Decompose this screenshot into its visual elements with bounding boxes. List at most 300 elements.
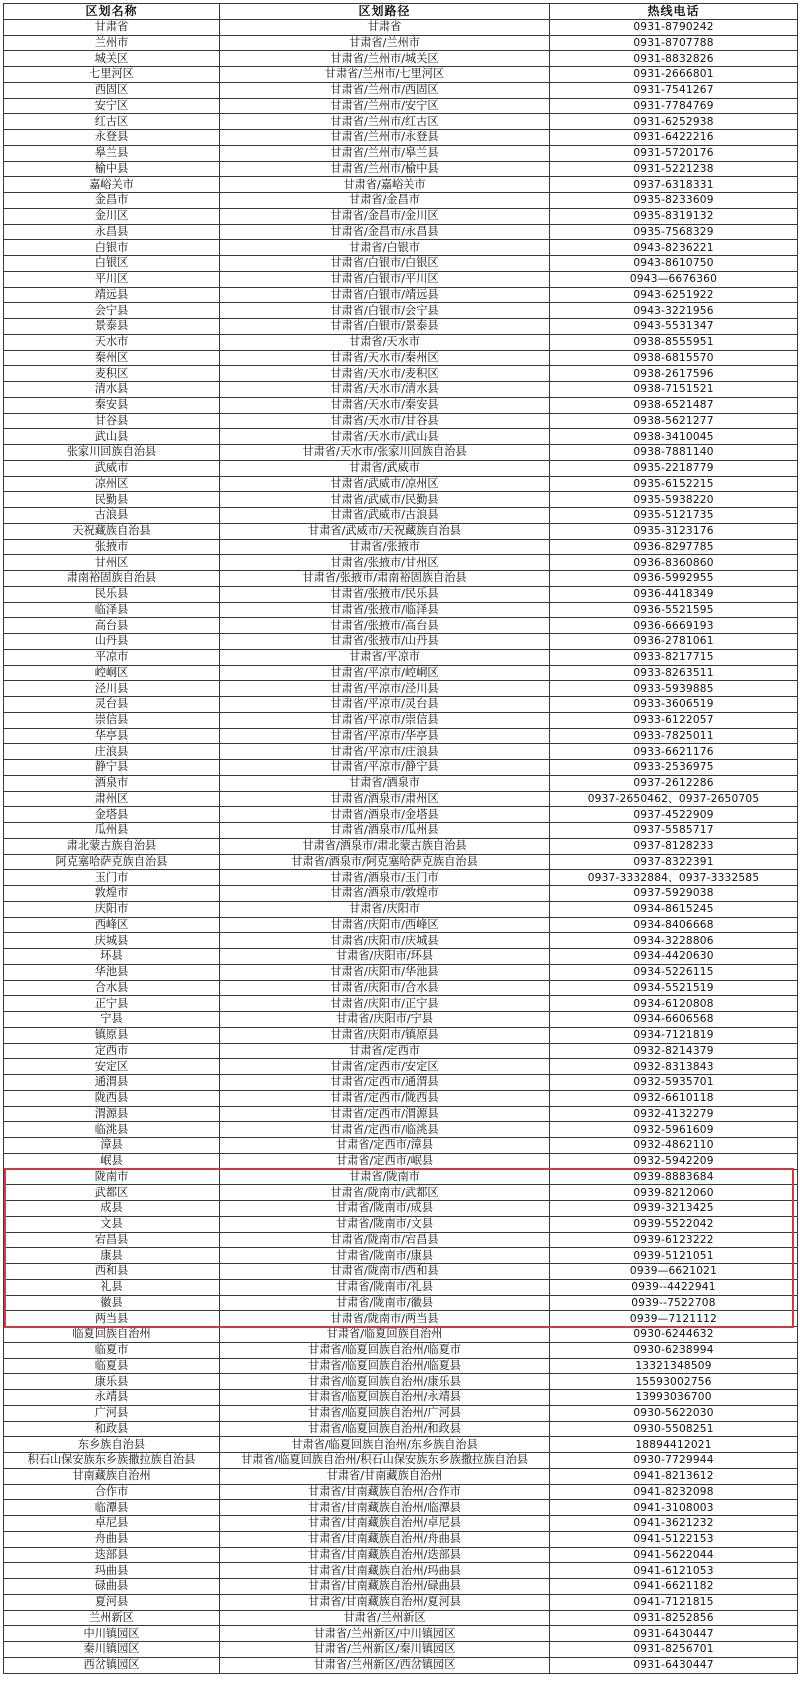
- region-name-cell: 宕昌县: [4, 1232, 220, 1248]
- region-name-cell: 永靖县: [4, 1390, 220, 1406]
- table-row: [4, 271, 798, 287]
- region-name-cell: 文县: [4, 1216, 220, 1232]
- hotline-cell: 0941-7121815: [550, 1594, 798, 1610]
- hotline-cell: 0934-5521519: [550, 980, 798, 996]
- region-path-cell: 甘肃省/兰州新区/秦川镇园区: [220, 1642, 550, 1658]
- table-row: [4, 1421, 798, 1437]
- hotline-cell: 0933-5939885: [550, 681, 798, 697]
- region-path-cell: 甘肃省/甘南藏族自治州/临潭县: [220, 1500, 550, 1516]
- region-name-cell: 平川区: [4, 271, 220, 287]
- region-name-cell: 酒泉市: [4, 775, 220, 791]
- region-path-cell: 甘肃省/平凉市/崆峒区: [220, 665, 550, 681]
- hotline-cell: 0934-7121819: [550, 1027, 798, 1043]
- region-name-cell: 华亭县: [4, 728, 220, 744]
- region-path-cell: 甘肃省/张掖市/高台县: [220, 618, 550, 634]
- table-row: [4, 775, 798, 791]
- table-row: [4, 618, 798, 634]
- region-path-cell: 甘肃省/临夏回族自治州/积石山保安族东乡族撒拉族自治县: [220, 1453, 550, 1469]
- table-row: [4, 413, 798, 429]
- hotline-cell: 0935-3123176: [550, 523, 798, 539]
- region-name-cell: 西峰区: [4, 917, 220, 933]
- region-path-cell: 甘肃省/庆阳市/华池县: [220, 964, 550, 980]
- table-row: [4, 429, 798, 445]
- region-path-cell: 甘肃省/陇南市: [220, 1169, 550, 1185]
- region-path-cell: 甘肃省/兰州市/城关区: [220, 51, 550, 67]
- region-name-cell: 甘谷县: [4, 413, 220, 429]
- region-path-cell: 甘肃省/兰州市/西固区: [220, 82, 550, 98]
- table-row: [4, 303, 798, 319]
- hotline-cell: 0941-6121053: [550, 1563, 798, 1579]
- table-row: [4, 823, 798, 839]
- table-row: [4, 208, 798, 224]
- table-row: [4, 1153, 798, 1169]
- region-name-cell: 甘州区: [4, 555, 220, 571]
- region-path-cell: 甘肃省/庆阳市/宁县: [220, 1012, 550, 1028]
- table-row: [4, 334, 798, 350]
- hotline-cell: 0937-8128233: [550, 838, 798, 854]
- hotline-cell: 13993036700: [550, 1390, 798, 1406]
- region-path-cell: 甘肃省/兰州新区/中川镇园区: [220, 1626, 550, 1642]
- region-name-cell: 西和县: [4, 1264, 220, 1280]
- table-row: [4, 1327, 798, 1343]
- hotline-cell: 0931-6430447: [550, 1626, 798, 1642]
- region-name-cell: 山丹县: [4, 634, 220, 650]
- region-name-cell: 肃州区: [4, 791, 220, 807]
- region-path-cell: 甘肃省/临夏回族自治州/永靖县: [220, 1390, 550, 1406]
- region-path-cell: 甘肃省/平凉市/泾川县: [220, 681, 550, 697]
- table-row: [4, 1610, 798, 1626]
- region-name-cell: 庄浪县: [4, 744, 220, 760]
- region-name-cell: 渭源县: [4, 1106, 220, 1122]
- region-name-cell: 庆城县: [4, 933, 220, 949]
- region-name-cell: 卓尼县: [4, 1516, 220, 1532]
- table-row: [4, 1059, 798, 1075]
- table-row: [4, 177, 798, 193]
- hotline-cell: 0938-3410045: [550, 429, 798, 445]
- region-name-cell: 兰州市: [4, 35, 220, 51]
- region-name-cell: 高台县: [4, 618, 220, 634]
- table-row: [4, 1342, 798, 1358]
- hotline-cell: 0937-2650462、0937-2650705: [550, 791, 798, 807]
- region-path-cell: 甘肃省/庆阳市/镇原县: [220, 1027, 550, 1043]
- region-path-cell: 甘肃省/白银市/平川区: [220, 271, 550, 287]
- region-path-cell: 甘肃省/白银市/靖远县: [220, 287, 550, 303]
- table-row: [4, 571, 798, 587]
- region-name-cell: 迭部县: [4, 1547, 220, 1563]
- table-row: [4, 697, 798, 713]
- region-name-cell: 临夏回族自治州: [4, 1327, 220, 1343]
- hotline-cell: 0941-3108003: [550, 1500, 798, 1516]
- region-path-cell: 甘肃省/张掖市: [220, 539, 550, 555]
- table-row: [4, 130, 798, 146]
- hotline-cell: 0932-5942209: [550, 1153, 798, 1169]
- region-name-cell: 永昌县: [4, 224, 220, 240]
- hotline-cell: 0936-2781061: [550, 634, 798, 650]
- hotline-cell: 0939-3213425: [550, 1201, 798, 1217]
- header-hotline: 热线电话: [550, 4, 798, 20]
- region-name-cell: 张家川回族自治县: [4, 445, 220, 461]
- region-name-cell: 会宁县: [4, 303, 220, 319]
- region-name-cell: 舟曲县: [4, 1531, 220, 1547]
- region-name-cell: 宁县: [4, 1012, 220, 1028]
- region-path-cell: 甘肃省/临夏回族自治州/临夏市: [220, 1342, 550, 1358]
- hotline-cell: 0933-6621176: [550, 744, 798, 760]
- region-path-cell: 甘肃省/甘南藏族自治州/卓尼县: [220, 1516, 550, 1532]
- table-row: [4, 1484, 798, 1500]
- table-row: [4, 1437, 798, 1453]
- region-path-cell: 甘肃省/甘南藏族自治州/合作市: [220, 1484, 550, 1500]
- hotline-cell: 0938-6521487: [550, 397, 798, 413]
- region-name-cell: 泾川县: [4, 681, 220, 697]
- region-name-cell: 白银区: [4, 256, 220, 272]
- hotline-cell: 18894412021: [550, 1437, 798, 1453]
- region-path-cell: 甘肃省/陇南市/西和县: [220, 1264, 550, 1280]
- table-row: [4, 1138, 798, 1154]
- region-path-cell: 甘肃省/武威市/古浪县: [220, 508, 550, 524]
- region-path-cell: 甘肃省/兰州市: [220, 35, 550, 51]
- region-name-cell: 麦积区: [4, 366, 220, 382]
- region-name-cell: 镇原县: [4, 1027, 220, 1043]
- region-name-cell: 瓜州县: [4, 823, 220, 839]
- region-path-cell: 甘肃省/武威市/天祝藏族自治县: [220, 523, 550, 539]
- hotline-cell: 0932-4862110: [550, 1138, 798, 1154]
- table-row: [4, 19, 798, 35]
- hotline-cell: 0933-2536975: [550, 760, 798, 776]
- hotline-cell: 0937-5585717: [550, 823, 798, 839]
- hotline-cell: 0934-8406668: [550, 917, 798, 933]
- region-name-cell: 景泰县: [4, 319, 220, 335]
- region-path-cell: 甘肃省/天水市/武山县: [220, 429, 550, 445]
- table-row: [4, 114, 798, 130]
- table-row: [4, 1295, 798, 1311]
- region-path-cell: 甘肃省/临夏回族自治州/临夏县: [220, 1358, 550, 1374]
- region-path-cell: 甘肃省/甘南藏族自治州/碌曲县: [220, 1579, 550, 1595]
- hotline-cell: 0930-7729944: [550, 1453, 798, 1469]
- hotline-cell: 0931-8256701: [550, 1642, 798, 1658]
- table-row: [4, 1279, 798, 1295]
- region-path-cell: 甘肃省/金昌市: [220, 193, 550, 209]
- table-row: [4, 1642, 798, 1658]
- table-row: [4, 256, 798, 272]
- hotline-cell: 0934-6120808: [550, 996, 798, 1012]
- region-name-cell: 合作市: [4, 1484, 220, 1500]
- table-row: [4, 460, 798, 476]
- region-path-cell: 甘肃省/陇南市/武都区: [220, 1185, 550, 1201]
- region-name-cell: 康乐县: [4, 1374, 220, 1390]
- table-row: [4, 634, 798, 650]
- hotline-cell: 0932-5961609: [550, 1122, 798, 1138]
- table-row: [4, 933, 798, 949]
- region-path-cell: 甘肃省/张掖市/民乐县: [220, 586, 550, 602]
- region-name-cell: 静宁县: [4, 760, 220, 776]
- region-name-cell: 广河县: [4, 1405, 220, 1421]
- region-name-cell: 华池县: [4, 964, 220, 980]
- table-row: [4, 807, 798, 823]
- region-name-cell: 成县: [4, 1201, 220, 1217]
- table-row: [4, 1579, 798, 1595]
- hotline-cell: 0934-4420630: [550, 949, 798, 965]
- region-path-cell: 甘肃省/兰州市/红古区: [220, 114, 550, 130]
- table-row: [4, 1216, 798, 1232]
- hotline-cell: 0932-8313843: [550, 1059, 798, 1075]
- hotline-cell: 0937-5929038: [550, 886, 798, 902]
- region-path-cell: 甘肃省/甘南藏族自治州/玛曲县: [220, 1563, 550, 1579]
- table-row: [4, 1090, 798, 1106]
- region-path-cell: 甘肃省/天水市/秦州区: [220, 350, 550, 366]
- region-name-cell: 夏河县: [4, 1594, 220, 1610]
- region-name-cell: 陇南市: [4, 1169, 220, 1185]
- region-path-cell: 甘肃省/白银市/会宁县: [220, 303, 550, 319]
- table-row: [4, 1106, 798, 1122]
- region-path-cell: 甘肃省/陇南市/宕昌县: [220, 1232, 550, 1248]
- region-name-cell: 安定区: [4, 1059, 220, 1075]
- table-row: [4, 287, 798, 303]
- region-name-cell: 临夏市: [4, 1342, 220, 1358]
- region-path-cell: 甘肃省/平凉市/崇信县: [220, 712, 550, 728]
- hotline-cell: 0933-3606519: [550, 697, 798, 713]
- region-name-cell: 玛曲县: [4, 1563, 220, 1579]
- hotline-cell: 0938-7151521: [550, 382, 798, 398]
- region-name-cell: 秦州区: [4, 350, 220, 366]
- header-region-name: 区划名称: [4, 4, 220, 20]
- hotline-cell: 0930-6238994: [550, 1342, 798, 1358]
- region-name-cell: 陇西县: [4, 1090, 220, 1106]
- hotline-cell: 0931-8832826: [550, 51, 798, 67]
- region-path-cell: 甘肃省/临夏回族自治州: [220, 1327, 550, 1343]
- hotline-cell: 13321348509: [550, 1358, 798, 1374]
- region-path-cell: 甘肃省/庆阳市/环县: [220, 949, 550, 965]
- hotline-cell: 0931-6422216: [550, 130, 798, 146]
- table-row: [4, 1311, 798, 1327]
- region-path-cell: 甘肃省/庆阳市/正宁县: [220, 996, 550, 1012]
- region-name-cell: 民乐县: [4, 586, 220, 602]
- region-path-cell: 甘肃省/兰州新区: [220, 1610, 550, 1626]
- region-path-cell: 甘肃省/酒泉市/敦煌市: [220, 886, 550, 902]
- region-path-cell: 甘肃省/临夏回族自治州/东乡族自治县: [220, 1437, 550, 1453]
- table-row: [4, 67, 798, 83]
- region-path-cell: 甘肃省/兰州市/安宁区: [220, 98, 550, 114]
- hotline-cell: 0936-5992955: [550, 571, 798, 587]
- region-path-cell: 甘肃省/金昌市/永昌县: [220, 224, 550, 240]
- region-name-cell: 武都区: [4, 1185, 220, 1201]
- region-name-cell: 阿克塞哈萨克族自治县: [4, 854, 220, 870]
- region-name-cell: 合水县: [4, 980, 220, 996]
- hotline-cell: 0933-8263511: [550, 665, 798, 681]
- region-path-cell: 甘肃省/甘南藏族自治州: [220, 1468, 550, 1484]
- table-row: [4, 397, 798, 413]
- region-path-cell: 甘肃省/酒泉市/肃北蒙古族自治县: [220, 838, 550, 854]
- hotline-cell: 0943-3221956: [550, 303, 798, 319]
- region-path-cell: 甘肃省/酒泉市: [220, 775, 550, 791]
- table-row: [4, 996, 798, 1012]
- table-row: [4, 1043, 798, 1059]
- region-path-cell: 甘肃省/平凉市/灵台县: [220, 697, 550, 713]
- hotline-cell: 0939—6621021: [550, 1264, 798, 1280]
- table-row: [4, 366, 798, 382]
- region-name-cell: 靖远县: [4, 287, 220, 303]
- region-path-cell: 甘肃省/陇南市/康县: [220, 1248, 550, 1264]
- region-path-cell: 甘肃省/兰州市/皋兰县: [220, 145, 550, 161]
- region-path-cell: 甘肃省/酒泉市/瓜州县: [220, 823, 550, 839]
- region-name-cell: 安宁区: [4, 98, 220, 114]
- region-path-cell: 甘肃省/庆阳市/庆城县: [220, 933, 550, 949]
- hotline-cell: 0937-2612286: [550, 775, 798, 791]
- region-name-cell: 礼县: [4, 1279, 220, 1295]
- hotline-cell: 0935-8233609: [550, 193, 798, 209]
- region-path-cell: 甘肃省/陇南市/徽县: [220, 1295, 550, 1311]
- hotline-cell: 0932-5935701: [550, 1075, 798, 1091]
- region-name-cell: 正宁县: [4, 996, 220, 1012]
- hotline-cell: 0941-3621232: [550, 1516, 798, 1532]
- hotline-cell: 0943-6251922: [550, 287, 798, 303]
- region-path-cell: 甘肃省/酒泉市/阿克塞哈萨克族自治县: [220, 854, 550, 870]
- region-name-cell: 七里河区: [4, 67, 220, 83]
- table-row: [4, 539, 798, 555]
- table-row: [4, 523, 798, 539]
- hotline-cell: 0931-8790242: [550, 19, 798, 35]
- region-path-cell: 甘肃省/定西市/通渭县: [220, 1075, 550, 1091]
- region-name-cell: 武威市: [4, 460, 220, 476]
- region-name-cell: 金川区: [4, 208, 220, 224]
- table-row: [4, 760, 798, 776]
- header-row: [4, 4, 798, 20]
- table-row: [4, 1657, 798, 1673]
- table-row: [4, 1232, 798, 1248]
- hotline-cell: 0936-8360860: [550, 555, 798, 571]
- hotline-cell: 0936-6669193: [550, 618, 798, 634]
- region-name-cell: 敦煌市: [4, 886, 220, 902]
- hotline-table: [3, 3, 798, 1674]
- hotline-cell: 0937-6318331: [550, 177, 798, 193]
- region-name-cell: 通渭县: [4, 1075, 220, 1091]
- hotline-cell: 0943-8610750: [550, 256, 798, 272]
- region-path-cell: 甘肃省/张掖市/甘州区: [220, 555, 550, 571]
- hotline-cell: 0935-6152215: [550, 476, 798, 492]
- region-path-cell: 甘肃省: [220, 19, 550, 35]
- table-row: [4, 1516, 798, 1532]
- hotline-cell: 0943-5531347: [550, 319, 798, 335]
- hotline-cell: 15593002756: [550, 1374, 798, 1390]
- region-path-cell: 甘肃省/陇南市/礼县: [220, 1279, 550, 1295]
- table-row: [4, 1075, 798, 1091]
- region-path-cell: 甘肃省/张掖市/山丹县: [220, 634, 550, 650]
- region-path-cell: 甘肃省/定西市/陇西县: [220, 1090, 550, 1106]
- hotline-cell: 0941-5122153: [550, 1531, 798, 1547]
- table-row: [4, 838, 798, 854]
- hotline-cell: 0930-5508251: [550, 1421, 798, 1437]
- hotline-cell: 0939—7121112: [550, 1311, 798, 1327]
- region-path-cell: 甘肃省/嘉峪关市: [220, 177, 550, 193]
- hotline-cell: 0935-2218779: [550, 460, 798, 476]
- region-path-cell: 甘肃省/张掖市/肃南裕固族自治县: [220, 571, 550, 587]
- table-row: [4, 319, 798, 335]
- region-path-cell: 甘肃省/甘南藏族自治州/夏河县: [220, 1594, 550, 1610]
- table-row: [4, 1531, 798, 1547]
- hotline-cell: 0943—6676360: [550, 271, 798, 287]
- hotline-cell: 0931-7541267: [550, 82, 798, 98]
- hotline-cell: 0941-5622044: [550, 1547, 798, 1563]
- region-path-cell: 甘肃省/定西市/岷县: [220, 1153, 550, 1169]
- hotline-cell: 0938-7881140: [550, 445, 798, 461]
- table-row: [4, 1374, 798, 1390]
- region-name-cell: 武山县: [4, 429, 220, 445]
- hotline-cell: 0934-3228806: [550, 933, 798, 949]
- region-name-cell: 徽县: [4, 1295, 220, 1311]
- hotline-cell: 0934-5226115: [550, 964, 798, 980]
- region-name-cell: 定西市: [4, 1043, 220, 1059]
- table-row: [4, 445, 798, 461]
- region-name-cell: 玉门市: [4, 870, 220, 886]
- region-path-cell: 甘肃省/天水市/秦安县: [220, 397, 550, 413]
- table-row: [4, 665, 798, 681]
- region-name-cell: 积石山保安族东乡族撒拉族自治县: [4, 1453, 220, 1469]
- table-row: [4, 492, 798, 508]
- table-row: [4, 586, 798, 602]
- region-path-cell: 甘肃省/陇南市/成县: [220, 1201, 550, 1217]
- hotline-cell: 0933-7825011: [550, 728, 798, 744]
- hotline-cell: 0931-5221238: [550, 161, 798, 177]
- region-path-cell: 甘肃省/庆阳市/西峰区: [220, 917, 550, 933]
- region-name-cell: 环县: [4, 949, 220, 965]
- region-path-cell: 甘肃省/酒泉市/肃州区: [220, 791, 550, 807]
- hotline-cell: 0935-7568329: [550, 224, 798, 240]
- region-path-cell: 甘肃省/天水市/张家川回族自治县: [220, 445, 550, 461]
- hotline-cell: 0939--7522708: [550, 1295, 798, 1311]
- hotline-cell: 0941-8213612: [550, 1468, 798, 1484]
- hotline-cell: 0933-6122057: [550, 712, 798, 728]
- hotline-cell: 0933-8217715: [550, 649, 798, 665]
- hotline-cell: 0939-5121051: [550, 1248, 798, 1264]
- table-row: [4, 728, 798, 744]
- table-row: [4, 145, 798, 161]
- table-row: [4, 712, 798, 728]
- table-row: [4, 602, 798, 618]
- hotline-cell: 0939-8212060: [550, 1185, 798, 1201]
- table-row: [4, 1453, 798, 1469]
- hotline-cell: 0939--4422941: [550, 1279, 798, 1295]
- region-name-cell: 临潭县: [4, 1500, 220, 1516]
- region-path-cell: 甘肃省/甘南藏族自治州/迭部县: [220, 1547, 550, 1563]
- region-path-cell: 甘肃省/临夏回族自治州/广河县: [220, 1405, 550, 1421]
- region-name-cell: 碌曲县: [4, 1579, 220, 1595]
- region-name-cell: 红古区: [4, 114, 220, 130]
- hotline-cell: 0935-8319132: [550, 208, 798, 224]
- region-path-cell: 甘肃省/酒泉市/玉门市: [220, 870, 550, 886]
- hotline-cell: 0931-2666801: [550, 67, 798, 83]
- region-path-cell: 甘肃省/庆阳市: [220, 901, 550, 917]
- region-name-cell: 肃北蒙古族自治县: [4, 838, 220, 854]
- table-row: [4, 193, 798, 209]
- table-row: [4, 51, 798, 67]
- hotline-cell: 0936-5521595: [550, 602, 798, 618]
- table-row: [4, 1626, 798, 1642]
- table-row: [4, 1405, 798, 1421]
- table-row: [4, 901, 798, 917]
- table-row: [4, 1185, 798, 1201]
- region-path-cell: 甘肃省/临夏回族自治州/和政县: [220, 1421, 550, 1437]
- region-name-cell: 和政县: [4, 1421, 220, 1437]
- table-row: [4, 1122, 798, 1138]
- table-row: [4, 854, 798, 870]
- hotline-cell: 0937-4522909: [550, 807, 798, 823]
- hotline-cell: 0931-8252856: [550, 1610, 798, 1626]
- region-name-cell: 崇信县: [4, 712, 220, 728]
- region-name-cell: 西固区: [4, 82, 220, 98]
- region-path-cell: 甘肃省/定西市/安定区: [220, 1059, 550, 1075]
- hotline-cell: 0943-8236221: [550, 240, 798, 256]
- hotline-cell: 0938-8555951: [550, 334, 798, 350]
- region-name-cell: 甘南藏族自治州: [4, 1468, 220, 1484]
